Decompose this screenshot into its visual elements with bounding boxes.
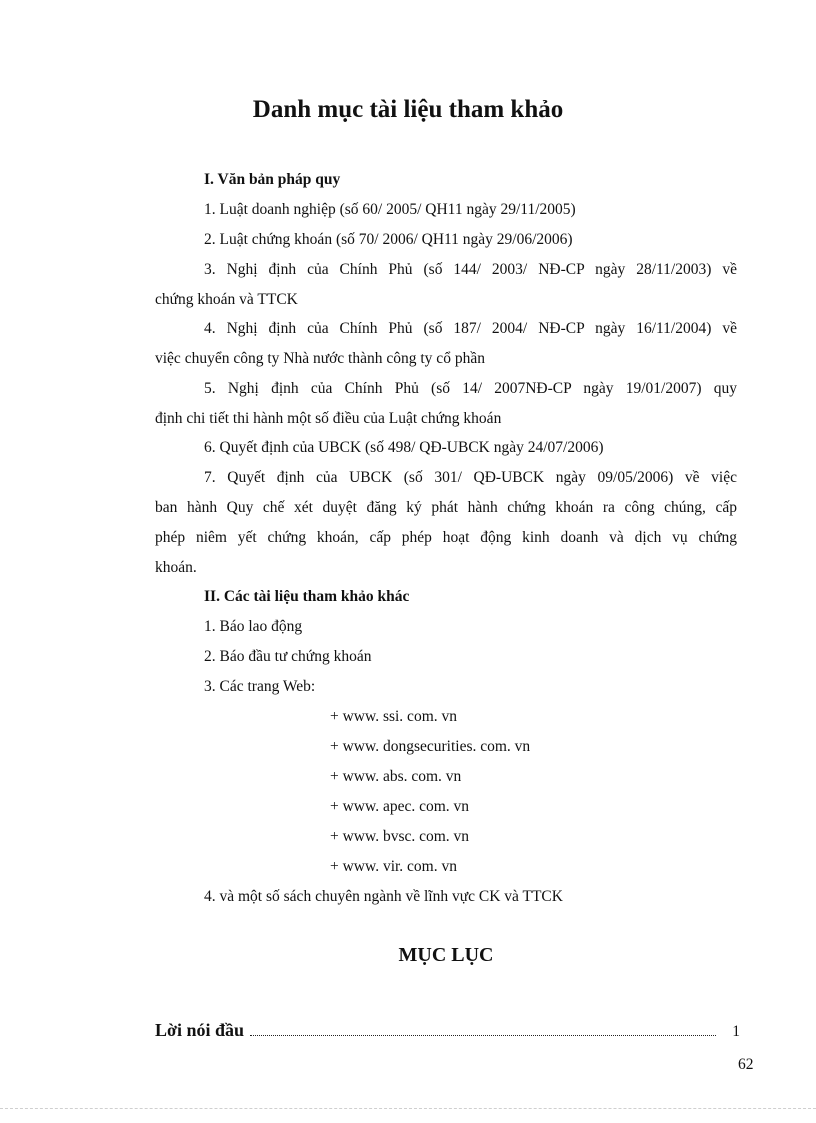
footer-divider <box>0 1108 816 1109</box>
ref-item: 3. Các trang Web: <box>204 678 316 695</box>
ref-item-continued: định chi tiết thi hành một số điều của Luật chứng khoán <box>155 410 502 427</box>
ref-item: 6. Quyết định của UBCK (số 498/ QĐ-UBCK ngày 24/07/2006) <box>204 439 604 456</box>
section1-heading: I. Văn bản pháp quy <box>204 171 341 188</box>
toc-title: MỤC LỤC <box>398 944 494 966</box>
website-item: + www. vir. com. vn <box>330 858 457 875</box>
toc-dot-leader <box>250 1021 716 1036</box>
ref-item: 3. Nghị định của Chính Phủ (số 144/ 2003/ NĐ-CP ngày 28/11/2003) về <box>204 261 737 278</box>
section2-heading: II. Các tài liệu tham khảo khác <box>204 588 410 605</box>
ref-item: 5. Nghị định của Chính Phủ (số 14/ 2007NĐ-CP ngày 19/01/2007) quy <box>204 380 737 397</box>
page-title: Danh mục tài liệu tham khảo <box>252 96 564 123</box>
toc-entry-label: Lời nói đầu <box>155 1020 245 1040</box>
website-item: + www. abs. com. vn <box>330 768 462 785</box>
ref-item: 2. Luật chứng khoán (số 70/ 2006/ QH11 ngày 29/06/2006) <box>204 231 573 248</box>
ref-item-continued: phép niêm yết chứng khoán, cấp phép hoạt động kinh doanh và dịch vụ chứng <box>155 529 737 546</box>
toc-entry <box>155 1020 740 1048</box>
website-item: + www. bvsc. com. vn <box>330 828 470 845</box>
website-item: + www. dongsecurities. com. vn <box>330 738 531 755</box>
website-item: + www. apec. com. vn <box>330 798 470 815</box>
page-number: 62 <box>738 1056 754 1073</box>
ref-item-continued: chứng khoán và TTCK <box>155 291 298 308</box>
website-item: + www. ssi. com. vn <box>330 708 457 725</box>
ref-item-continued: khoán. <box>155 559 197 576</box>
toc-entry-page: 1 <box>732 1023 740 1040</box>
ref-item: 7. Quyết định của UBCK (số 301/ QĐ-UBCK ngày 09/05/2006) về việc <box>204 469 737 486</box>
ref-item: 1. Báo lao động <box>204 618 303 635</box>
ref-item: 1. Luật doanh nghiệp (số 60/ 2005/ QH11 ngày 29/11/2005) <box>204 201 576 218</box>
ref-item-continued: ban hành Quy chế xét duyệt đăng ký phát hành chứng khoán ra công chúng, cấp <box>155 499 737 516</box>
ref-item: 2. Báo đầu tư chứng khoán <box>204 648 372 665</box>
ref-item-continued: việc chuyển công ty Nhà nước thành công ty cổ phần <box>155 350 485 367</box>
ref-item: 4. Nghị định của Chính Phủ (số 187/ 2004/ NĐ-CP ngày 16/11/2004) về <box>204 320 737 337</box>
ref-item: 4. và một số sách chuyên ngành về lĩnh vực CK và TTCK <box>204 888 563 905</box>
